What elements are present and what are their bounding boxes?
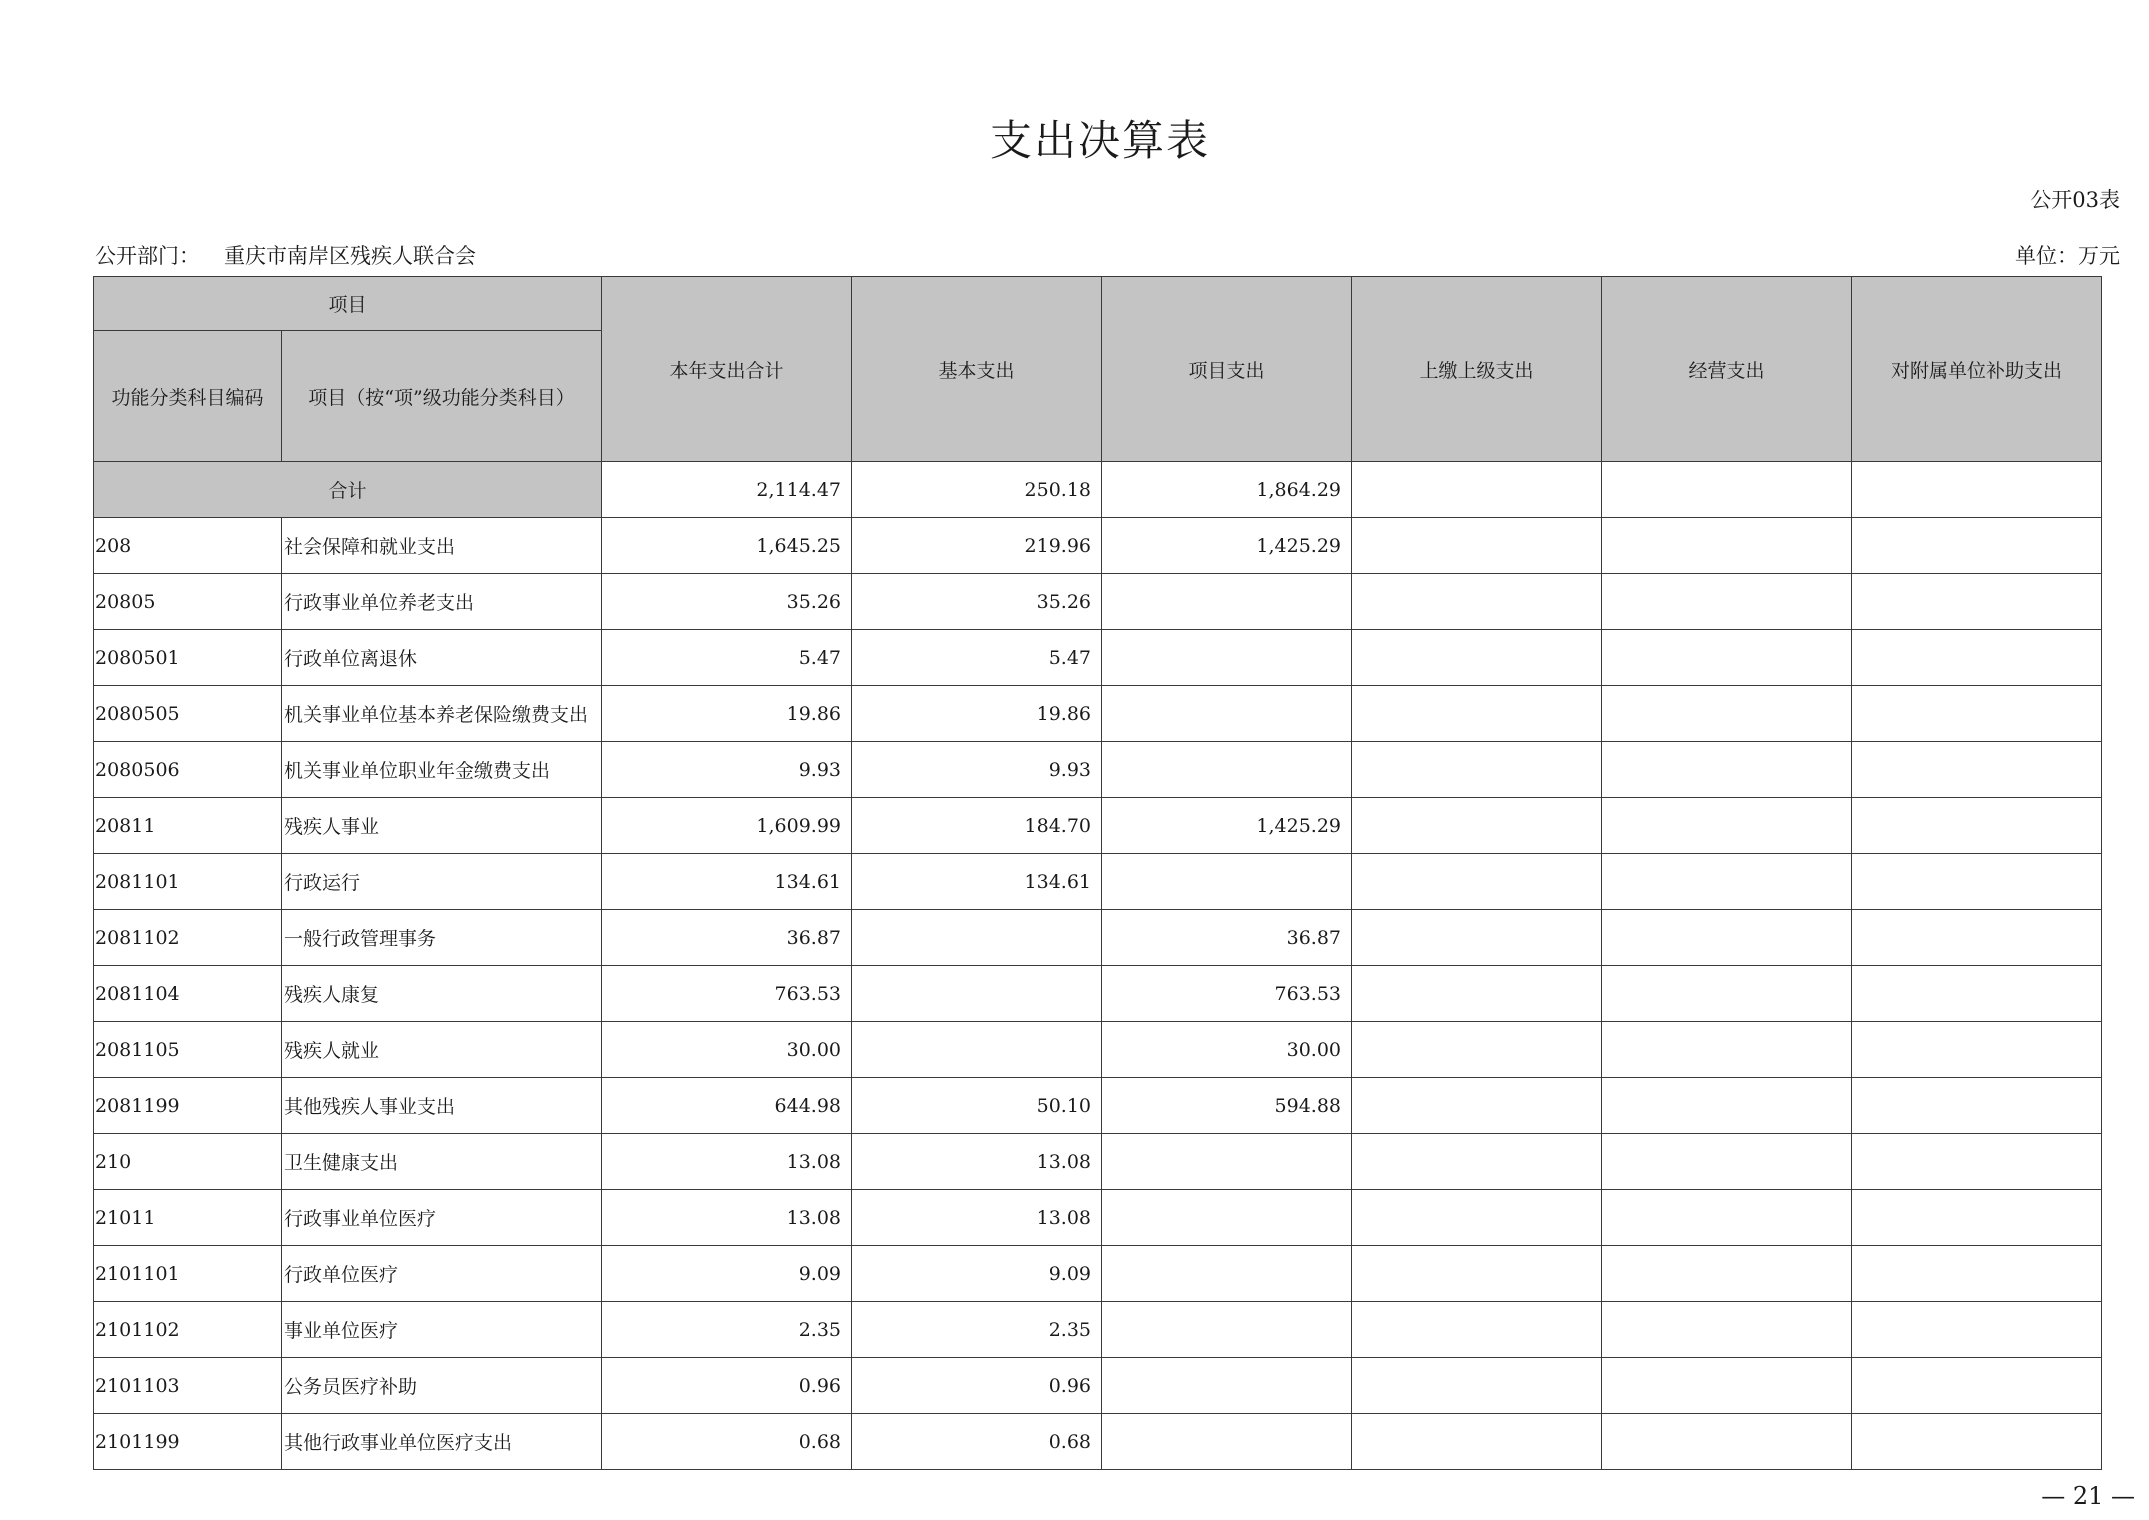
- cell-basic: 0.96: [852, 1358, 1102, 1414]
- cell-name: 事业单位医疗: [282, 1302, 602, 1358]
- cell-basic: 9.93: [852, 742, 1102, 798]
- cell-total: 1,609.99: [602, 798, 852, 854]
- cell-basic: [852, 910, 1102, 966]
- cell-total: 13.08: [602, 1134, 852, 1190]
- cell-remit: [1352, 1414, 1602, 1470]
- total-cell-basic: 250.18: [852, 462, 1102, 518]
- cell-basic: 50.10: [852, 1078, 1102, 1134]
- cell-remit: [1352, 742, 1602, 798]
- department-line: [95, 240, 476, 270]
- header-project: 项目支出: [1102, 277, 1352, 462]
- cell-code: 2081101: [94, 854, 282, 910]
- cell-total: 9.93: [602, 742, 852, 798]
- cell-total: 644.98: [602, 1078, 852, 1134]
- cell-basic: 9.09: [852, 1246, 1102, 1302]
- header-name: 项目（按“项”级功能分类科目）: [282, 331, 602, 462]
- cell-remit: [1352, 910, 1602, 966]
- cell-total: 35.26: [602, 574, 852, 630]
- cell-total: 1,645.25: [602, 518, 852, 574]
- table-row: [94, 574, 2102, 630]
- cell-business: [1602, 1358, 1852, 1414]
- cell-name: 卫生健康支出: [282, 1134, 602, 1190]
- department-name: 重庆市南岸区残疾人联合会: [224, 244, 476, 268]
- cell-basic: [852, 1022, 1102, 1078]
- cell-total: 9.09: [602, 1246, 852, 1302]
- cell-total: 763.53: [602, 966, 852, 1022]
- cell-subsidy: [1852, 966, 2102, 1022]
- cell-remit: [1352, 574, 1602, 630]
- cell-business: [1602, 1022, 1852, 1078]
- total-cell-remit: [1352, 462, 1602, 518]
- table-row: [94, 854, 2102, 910]
- cell-business: [1602, 1246, 1852, 1302]
- cell-project: [1102, 1190, 1352, 1246]
- page-title: 支出决算表: [989, 116, 1210, 165]
- cell-total: 2.35: [602, 1302, 852, 1358]
- cell-remit: [1352, 1078, 1602, 1134]
- cell-business: [1602, 686, 1852, 742]
- cell-project: 1,425.29: [1102, 798, 1352, 854]
- header-subsidy: 对附属单位补助支出: [1852, 277, 2102, 462]
- cell-code: 2101199: [94, 1414, 282, 1470]
- header-row-1: [94, 277, 2102, 331]
- table-row: [94, 518, 2102, 574]
- cell-total: 30.00: [602, 1022, 852, 1078]
- cell-subsidy: [1852, 910, 2102, 966]
- table-row: [94, 1414, 2102, 1470]
- cell-business: [1602, 742, 1852, 798]
- cell-business: [1602, 518, 1852, 574]
- cell-name: 残疾人就业: [282, 1022, 602, 1078]
- cell-name: 一般行政管理事务: [282, 910, 602, 966]
- cell-subsidy: [1852, 1022, 2102, 1078]
- cell-name: 残疾人事业: [282, 798, 602, 854]
- cell-name: 其他行政事业单位医疗支出: [282, 1414, 602, 1470]
- form-number: 公开03表: [2030, 188, 2120, 212]
- cell-project: 36.87: [1102, 910, 1352, 966]
- cell-code: 2080501: [94, 630, 282, 686]
- table-row: [94, 1190, 2102, 1246]
- cell-business: [1602, 1414, 1852, 1470]
- table-row: [94, 630, 2102, 686]
- table-row: [94, 1078, 2102, 1134]
- cell-project: [1102, 1414, 1352, 1470]
- cell-subsidy: [1852, 1246, 2102, 1302]
- cell-remit: [1352, 966, 1602, 1022]
- cell-project: [1102, 630, 1352, 686]
- cell-project: 30.00: [1102, 1022, 1352, 1078]
- cell-name: 社会保障和就业支出: [282, 518, 602, 574]
- cell-remit: [1352, 854, 1602, 910]
- cell-subsidy: [1852, 1358, 2102, 1414]
- cell-code: 2080506: [94, 742, 282, 798]
- cell-project: [1102, 1246, 1352, 1302]
- cell-business: [1602, 1134, 1852, 1190]
- cell-subsidy: [1852, 574, 2102, 630]
- cell-subsidy: [1852, 742, 2102, 798]
- header-item-group: 项目: [94, 277, 602, 331]
- cell-remit: [1352, 1302, 1602, 1358]
- total-cell-subsidy: [1852, 462, 2102, 518]
- table-row: [94, 910, 2102, 966]
- cell-code: 2101101: [94, 1246, 282, 1302]
- cell-name: 行政单位离退休: [282, 630, 602, 686]
- cell-basic: 0.68: [852, 1414, 1102, 1470]
- header-basic: 基本支出: [852, 277, 1102, 462]
- cell-project: [1102, 1302, 1352, 1358]
- table-row: [94, 1358, 2102, 1414]
- cell-code: 208: [94, 518, 282, 574]
- header-business: 经营支出: [1602, 277, 1852, 462]
- cell-business: [1602, 966, 1852, 1022]
- table-row: [94, 1134, 2102, 1190]
- cell-basic: 5.47: [852, 630, 1102, 686]
- cell-remit: [1352, 1134, 1602, 1190]
- cell-project: 763.53: [1102, 966, 1352, 1022]
- cell-total: 0.96: [602, 1358, 852, 1414]
- header-remit: 上缴上级支出: [1352, 277, 1602, 462]
- cell-code: 2081199: [94, 1078, 282, 1134]
- page-number: — 21 —: [2041, 1482, 2135, 1510]
- header-total: 本年支出合计: [602, 277, 852, 462]
- cell-remit: [1352, 630, 1602, 686]
- total-cell-total: 2,114.47: [602, 462, 852, 518]
- cell-total: 134.61: [602, 854, 852, 910]
- cell-project: [1102, 1358, 1352, 1414]
- cell-project: [1102, 1134, 1352, 1190]
- cell-code: 2081105: [94, 1022, 282, 1078]
- cell-remit: [1352, 1358, 1602, 1414]
- cell-project: 594.88: [1102, 1078, 1352, 1134]
- total-label: 合计: [94, 462, 602, 518]
- table-row: [94, 686, 2102, 742]
- unit-label: 单位：万元: [2015, 244, 2120, 268]
- cell-subsidy: [1852, 1414, 2102, 1470]
- cell-remit: [1352, 1022, 1602, 1078]
- cell-remit: [1352, 686, 1602, 742]
- cell-basic: 184.70: [852, 798, 1102, 854]
- cell-name: 其他残疾人事业支出: [282, 1078, 602, 1134]
- cell-business: [1602, 574, 1852, 630]
- cell-project: [1102, 742, 1352, 798]
- cell-business: [1602, 854, 1852, 910]
- cell-subsidy: [1852, 1078, 2102, 1134]
- cell-subsidy: [1852, 518, 2102, 574]
- table-row: [94, 1246, 2102, 1302]
- cell-code: 2101102: [94, 1302, 282, 1358]
- cell-remit: [1352, 518, 1602, 574]
- cell-business: [1602, 798, 1852, 854]
- cell-subsidy: [1852, 1134, 2102, 1190]
- cell-basic: 134.61: [852, 854, 1102, 910]
- cell-basic: 19.86: [852, 686, 1102, 742]
- total-row: [94, 462, 2102, 518]
- cell-code: 21011: [94, 1190, 282, 1246]
- cell-code: 210: [94, 1134, 282, 1190]
- department-label: 公开部门：: [95, 244, 200, 268]
- cell-subsidy: [1852, 798, 2102, 854]
- cell-code: 20805: [94, 574, 282, 630]
- total-cell-project: 1,864.29: [1102, 462, 1352, 518]
- cell-name: 行政运行: [282, 854, 602, 910]
- table-row: [94, 798, 2102, 854]
- table-row: [94, 1022, 2102, 1078]
- cell-basic: 35.26: [852, 574, 1102, 630]
- cell-basic: 2.35: [852, 1302, 1102, 1358]
- cell-business: [1602, 1190, 1852, 1246]
- expenditure-table: [93, 276, 2102, 1470]
- cell-name: 残疾人康复: [282, 966, 602, 1022]
- table-row: [94, 1302, 2102, 1358]
- header-code: 功能分类科目编码: [94, 331, 282, 462]
- cell-remit: [1352, 1190, 1602, 1246]
- cell-subsidy: [1852, 630, 2102, 686]
- cell-name: 机关事业单位基本养老保险缴费支出: [282, 686, 602, 742]
- cell-name: 公务员医疗补助: [282, 1358, 602, 1414]
- cell-total: 13.08: [602, 1190, 852, 1246]
- cell-basic: 13.08: [852, 1134, 1102, 1190]
- cell-project: [1102, 686, 1352, 742]
- cell-business: [1602, 1302, 1852, 1358]
- cell-code: 20811: [94, 798, 282, 854]
- cell-name: 行政单位医疗: [282, 1246, 602, 1302]
- cell-basic: [852, 966, 1102, 1022]
- cell-subsidy: [1852, 686, 2102, 742]
- table-row: [94, 966, 2102, 1022]
- cell-basic: 219.96: [852, 518, 1102, 574]
- cell-code: 2081102: [94, 910, 282, 966]
- cell-subsidy: [1852, 1302, 2102, 1358]
- cell-total: 0.68: [602, 1414, 852, 1470]
- cell-business: [1602, 910, 1852, 966]
- cell-name: 行政事业单位医疗: [282, 1190, 602, 1246]
- cell-code: 2081104: [94, 966, 282, 1022]
- cell-name: 机关事业单位职业年金缴费支出: [282, 742, 602, 798]
- cell-total: 36.87: [602, 910, 852, 966]
- cell-name: 行政事业单位养老支出: [282, 574, 602, 630]
- cell-subsidy: [1852, 1190, 2102, 1246]
- cell-remit: [1352, 1246, 1602, 1302]
- cell-basic: 13.08: [852, 1190, 1102, 1246]
- cell-project: [1102, 574, 1352, 630]
- cell-code: 2080505: [94, 686, 282, 742]
- cell-project: 1,425.29: [1102, 518, 1352, 574]
- cell-total: 19.86: [602, 686, 852, 742]
- cell-business: [1602, 1078, 1852, 1134]
- cell-remit: [1352, 798, 1602, 854]
- cell-subsidy: [1852, 854, 2102, 910]
- cell-project: [1102, 854, 1352, 910]
- cell-total: 5.47: [602, 630, 852, 686]
- cell-business: [1602, 630, 1852, 686]
- table-row: [94, 742, 2102, 798]
- total-cell-business: [1602, 462, 1852, 518]
- cell-code: 2101103: [94, 1358, 282, 1414]
